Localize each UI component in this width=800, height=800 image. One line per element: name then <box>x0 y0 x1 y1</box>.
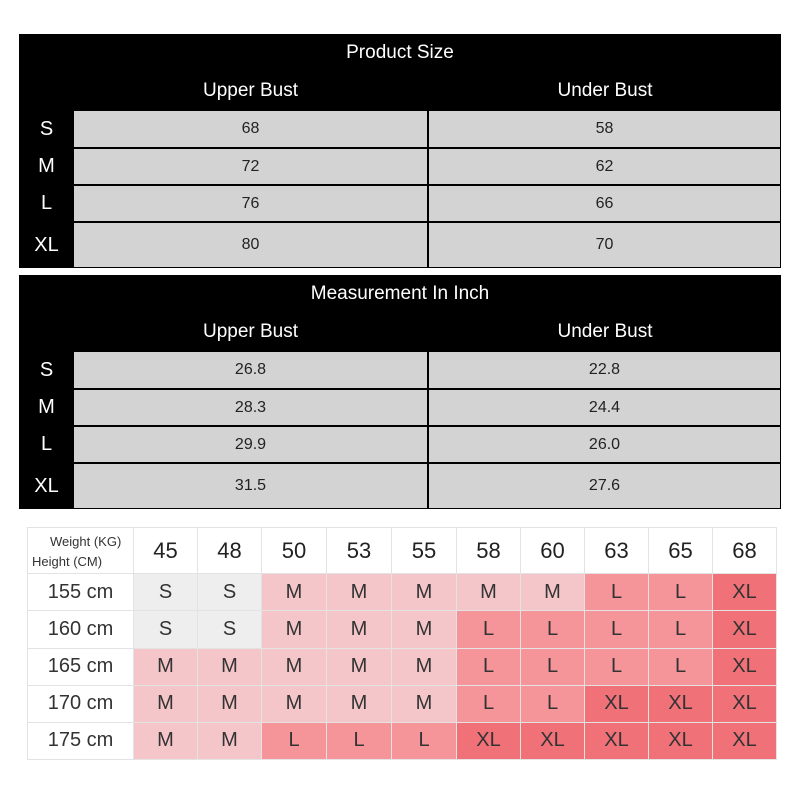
size-cell: M <box>392 685 457 722</box>
size-cell: XL <box>585 685 649 722</box>
size-cell: XL <box>649 722 713 759</box>
weight-value: 53 <box>327 528 392 574</box>
under-bust-value: 24.4 <box>429 390 780 425</box>
size-label: S <box>39 358 54 381</box>
size-cell: L <box>649 574 713 611</box>
size-cell: L <box>521 648 585 685</box>
weight-value: 50 <box>262 528 327 574</box>
size-cell: M <box>392 648 457 685</box>
size-label: L <box>40 192 53 214</box>
weight-value: 65 <box>649 528 713 574</box>
weight-value: 60 <box>521 528 585 574</box>
weight-header-row <box>28 528 777 574</box>
product-size-table <box>19 34 781 268</box>
upper-bust-value: 29.9 <box>74 427 427 462</box>
size-cell: L <box>457 648 521 685</box>
size-cell: L <box>649 648 713 685</box>
size-cell: L <box>262 722 327 759</box>
corner-label-cell <box>28 528 134 574</box>
size-cell: M <box>262 611 327 648</box>
measurement-inch-title: Measurement In Inch <box>310 282 490 304</box>
size-cell: M <box>134 685 198 722</box>
size-cell: L <box>585 648 649 685</box>
size-cell: M <box>262 574 327 611</box>
size-label: XL <box>34 474 59 497</box>
upper-bust-value: 26.8 <box>74 352 427 388</box>
upper-bust-value: 80 <box>74 223 427 267</box>
size-label: M <box>38 396 55 418</box>
size-cell: M <box>134 648 198 685</box>
size-cell: M <box>457 574 521 611</box>
under-bust-value: 70 <box>429 223 780 267</box>
weight-value: 55 <box>392 528 457 574</box>
size-cell: S <box>134 611 198 648</box>
under-bust-header: Under Bust <box>557 321 653 342</box>
size-cell: L <box>392 722 457 759</box>
weight-value: 68 <box>713 528 777 574</box>
size-cell: L <box>457 685 521 722</box>
size-cell: S <box>198 611 262 648</box>
weight-value: 48 <box>198 528 262 574</box>
size-cell: XL <box>649 685 713 722</box>
upper-bust-header: Upper Bust <box>202 80 299 101</box>
size-cell: L <box>327 722 392 759</box>
size-cell: M <box>262 648 327 685</box>
upper-bust-value: 76 <box>74 186 427 221</box>
size-cell: S <box>198 574 262 611</box>
height-row <box>28 611 777 648</box>
size-cell: XL <box>713 685 777 722</box>
height-value: 160 cm <box>28 611 134 648</box>
size-cell: XL <box>585 722 649 759</box>
upper-bust-value: 28.3 <box>74 390 427 425</box>
weight-value: 63 <box>585 528 649 574</box>
under-bust-value: 22.8 <box>429 352 780 388</box>
size-cell: M <box>327 685 392 722</box>
size-cell: L <box>585 574 649 611</box>
height-value: 155 cm <box>28 574 134 611</box>
size-label: XL <box>34 233 59 256</box>
upper-bust-value: 72 <box>74 149 427 184</box>
size-cell: M <box>521 574 585 611</box>
size-cell: S <box>134 574 198 611</box>
size-cell: L <box>585 611 649 648</box>
under-bust-value: 66 <box>429 186 780 221</box>
under-bust-header: Under Bust <box>557 80 653 101</box>
size-cell: XL <box>713 722 777 759</box>
upper-bust-value: 68 <box>74 111 427 147</box>
size-cell: M <box>198 722 262 759</box>
height-row <box>28 574 777 611</box>
under-bust-value: 58 <box>429 111 780 147</box>
measurement-inch-table <box>19 275 781 509</box>
size-label: M <box>38 155 55 177</box>
size-cell: M <box>134 722 198 759</box>
size-cell: XL <box>713 574 777 611</box>
height-axis-label: Height (CM) <box>32 554 103 569</box>
size-cell: L <box>521 611 585 648</box>
height-value: 165 cm <box>28 648 134 685</box>
weight-value: 58 <box>457 528 521 574</box>
size-cell: L <box>457 611 521 648</box>
size-cell: M <box>392 574 457 611</box>
height-value: 175 cm <box>28 722 134 759</box>
size-cell: M <box>198 685 262 722</box>
height-row <box>28 685 777 722</box>
weight-axis-label: Weight (KG) <box>50 534 122 549</box>
size-cell: L <box>521 685 585 722</box>
size-cell: M <box>198 648 262 685</box>
upper-bust-value: 31.5 <box>74 464 427 508</box>
weight-height-size-grid <box>27 527 777 760</box>
size-cell: XL <box>713 611 777 648</box>
size-cell: XL <box>521 722 585 759</box>
height-row <box>28 722 777 759</box>
size-cell: L <box>649 611 713 648</box>
under-bust-value: 62 <box>429 149 780 184</box>
size-cell: XL <box>713 648 777 685</box>
size-label: S <box>39 117 54 140</box>
height-value: 170 cm <box>28 685 134 722</box>
under-bust-value: 26.0 <box>429 427 780 462</box>
height-row <box>28 648 777 685</box>
weight-value: 45 <box>134 528 198 574</box>
size-cell: XL <box>457 722 521 759</box>
product-size-title: Product Size <box>346 41 454 63</box>
under-bust-value: 27.6 <box>429 464 780 508</box>
size-cell: M <box>392 611 457 648</box>
size-label: L <box>40 433 53 455</box>
size-cell: M <box>327 611 392 648</box>
size-cell: M <box>327 648 392 685</box>
size-cell: M <box>327 574 392 611</box>
size-cell: M <box>262 685 327 722</box>
upper-bust-header: Upper Bust <box>202 321 299 342</box>
